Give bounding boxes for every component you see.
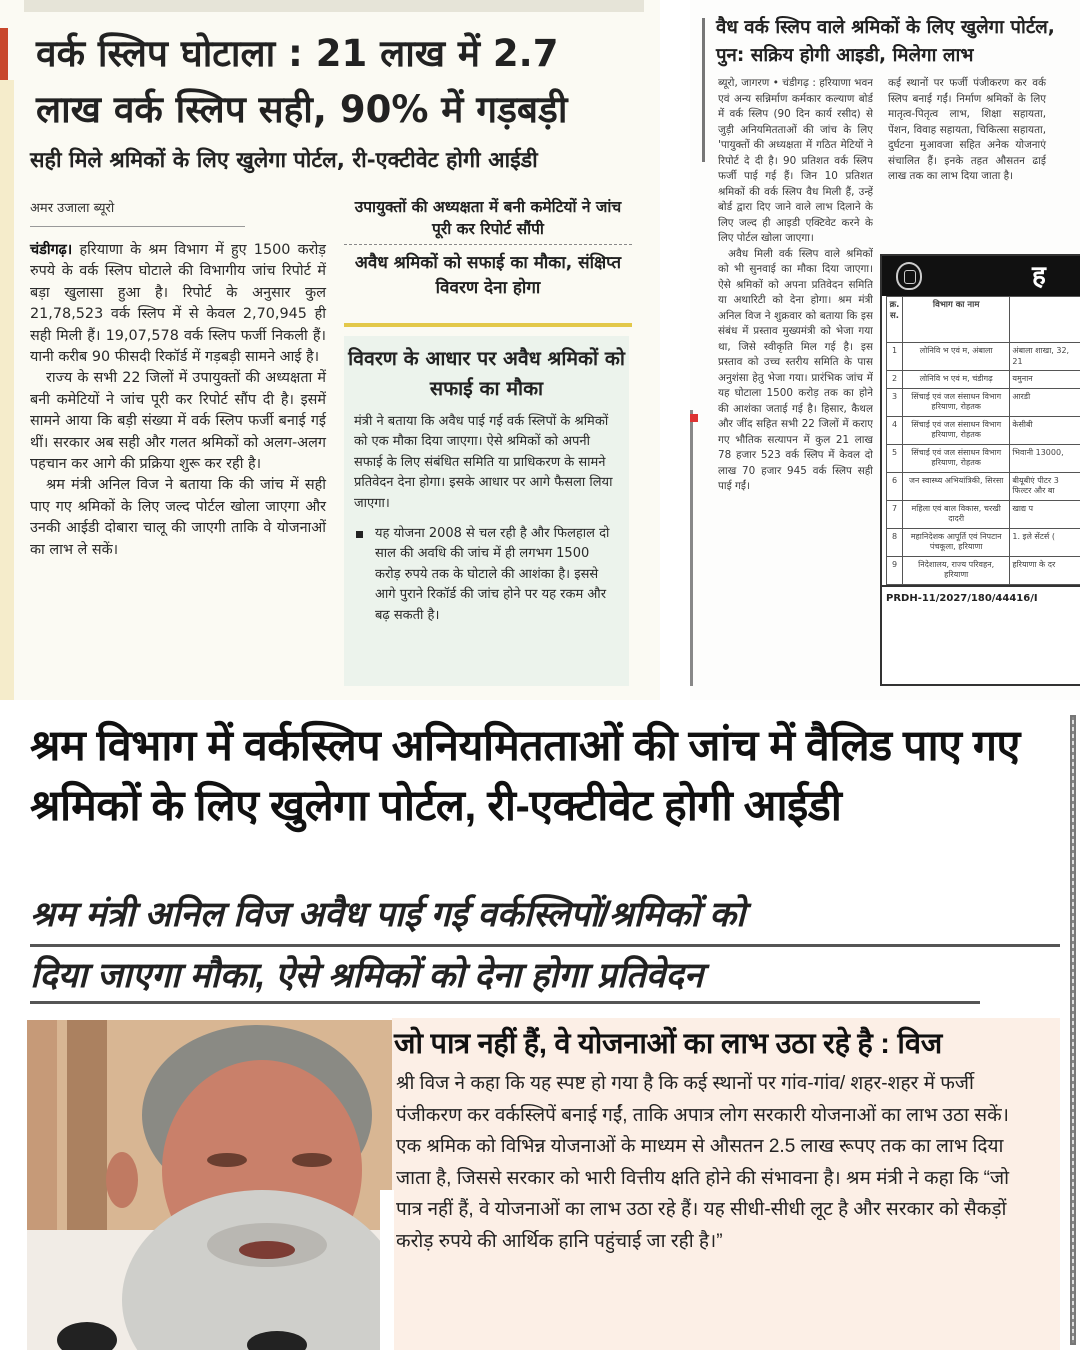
table-row: [887, 371, 1080, 389]
portrait-illustration: [27, 1020, 392, 1350]
yellow-rule: [344, 323, 632, 327]
clipping-1-subheadline: सही मिले श्रमिकों के लिए खुलेगा पोर्टल, री-एक्टीवेट होगी आईडी: [30, 148, 538, 173]
table-header-row: [887, 297, 1080, 343]
row-department: महिला एवं बाल विकास, चरखी दादरी: [902, 500, 1009, 528]
row-number: 9: [887, 556, 903, 584]
main-subheadline: [30, 890, 1060, 1004]
subheadline-line-2: दिया जाएगा मौका, ऐसे श्रमिकों को देना होगा प्रतिवेदन: [30, 947, 980, 1004]
row-details: भिवानी 13000,: [1010, 444, 1080, 472]
dashed-divider: [344, 244, 632, 245]
clipping-2-headline: वैध वर्क स्लिप वाले श्रमिकों के लिए खुलेगा पोर्टल, पुन: सक्रिय होगी आइडी, मिलेगा लाभ: [716, 17, 1055, 66]
column-rule: [702, 18, 705, 162]
main-headline-section: [0, 700, 1080, 1005]
row-department: सिंचाई एवं जल संसाधन विभाग हरियाणा, रोहतक: [902, 416, 1009, 444]
row-details: खाद्य प: [1010, 500, 1080, 528]
info-box: [344, 336, 629, 686]
row-details: केसीबी: [1010, 416, 1080, 444]
bullet-text: यह योजना 2008 से चल रही है और फिलहाल दो साल की अवधि की जांच में ही लगभग 1500 करोड़ रुपये तक के घोटाले की आशंका है। इससे आगे पुराने रिकॉर्ड की जांच होने पर यह रकम और बढ़ सकती है।: [375, 526, 610, 623]
clipping-1-headline: वर्क स्लिप घोटाला : 21 लाख में 2.7 लाख वर्क स्लिप सही, 90% में गड़बड़ी: [36, 32, 568, 131]
info-box-body: [344, 404, 629, 626]
red-margin-mark: [0, 28, 8, 80]
haryana-emblem-icon: [896, 262, 922, 290]
square-bullet-icon: [356, 531, 363, 538]
row-number: 4: [887, 416, 903, 444]
dateline: चंडीगढ़।: [30, 242, 73, 258]
clipping-amar-ujala: [0, 0, 660, 700]
row-details: आरडी: [1010, 388, 1080, 416]
side-deck-1: उपायुक्तों की अध्यक्षता में बनी कमेटियों ने जांच पूरी कर रिपोर्ट सौंपी: [354, 198, 622, 238]
yellow-margin: [0, 80, 14, 700]
clipping-2-column-b: कई स्थानों पर फर्जी पंजीकरण कर वर्क स्लिप बनाई गईं। निर्माण श्रमिकों के लिए मातृत्व-पितृत्व लाभ, शिक्षा सहायता, पेंशन, विवाह सहायता, चिकित्सा सहायता, दुर्घटना मुआवजा सहित अनेक योजनाएं संचालित हैं। इनके तहत औसतन ढाई लाख तक का लाभ दिया जाता है।: [888, 77, 1046, 182]
row-number: 1: [887, 343, 903, 371]
quote-heading: जो पात्र नहीं हैं, वे योजनाओं का लाभ उठा रहे है : विज: [394, 1028, 942, 1060]
government-advertisement: [880, 254, 1080, 686]
minister-photo: [27, 1020, 392, 1350]
side-deck-2: अवैध श्रमिकों को सफाई का मौका, संक्षिप्त विवरण देना होगा: [354, 253, 622, 298]
tender-table: [886, 296, 1080, 585]
row-number: 2: [887, 371, 903, 389]
byline: अमर उजाला ब्यूरो: [30, 198, 245, 227]
ad-title: ह: [1032, 261, 1046, 291]
adjacent-column-edge: [1070, 715, 1076, 1345]
subheadline-line-1: श्रम मंत्री अनिल विज अवैध पाई गई वर्कस्लिपों/श्रमिकों को: [30, 890, 1060, 947]
paper-edge: [380, 1190, 394, 1350]
row-department: सिंचाई एवं जल संसाधन विभाग हरियाणा, रोहतक: [902, 444, 1009, 472]
article-paragraph: श्रम मंत्री अनिल विज ने बताया कि की जांच में सही पाए गए श्रमिकों के लिए जल्द पोर्टल खोला जाएगा और उनकी आईडी दोबारा चालू की जाएगी ताकि वे योजनाओं का लाभ ले सकें।: [30, 477, 326, 558]
table-row: [887, 556, 1080, 584]
column-header-details: [1010, 297, 1080, 343]
row-number: 6: [887, 472, 903, 500]
column-rule: [690, 410, 693, 686]
row-department: महानिदेशक आपूर्ति एवं निपटान पंचकूला, हरियाणा: [902, 528, 1009, 556]
row-department: निदेशालय, राज्य परिवहन, हरियाणा: [902, 556, 1009, 584]
column-header-department: विभाग का नाम: [902, 297, 1009, 343]
table-row: [887, 388, 1080, 416]
main-headline: श्रम विभाग में वर्कस्लिप अनियमितताओं की जांच में वैलिड पाए गए श्रमिकों के लिए खुलेगा पोर्टल, री-एक्टीवेट होगी आईडी: [30, 722, 1020, 830]
table-row: [887, 500, 1080, 528]
article-body: [30, 240, 326, 561]
quote-box: [392, 1018, 1060, 1350]
row-details: 1. इले सेंटर्स (: [1010, 528, 1080, 556]
row-details: यमुनान: [1010, 371, 1080, 389]
clipping-dainik-jagran: [690, 0, 1080, 700]
clipping-2-column-a: [718, 76, 873, 686]
info-box-bullet: [354, 524, 617, 626]
row-number: 3: [887, 388, 903, 416]
red-margin-mark: [690, 414, 698, 422]
table-row: [887, 343, 1080, 371]
ad-reference-code: PRDH-11/2027/180/44416/I: [882, 585, 1080, 610]
row-number: 5: [887, 444, 903, 472]
table-row: [887, 528, 1080, 556]
article-paragraph: राज्य के सभी 22 जिलों में उपायुक्तों की अध्यक्षता में बनी कमेटियों ने जांच पूरी कर रिपोर्ट सौंप दी है। इसमें सामने आया कि बड़ी संख्या में वर्क स्लिप फर्जी बनाई गई थीं। सरकार अब सही और गलत श्रमिकों को अलग-अलग पहचान कर आगे की प्रक्रिया शुरू कर रही है।: [30, 370, 326, 473]
table-row: [887, 444, 1080, 472]
row-details: बीयूबीएं पीटर 3 फिल्टर और बा: [1010, 472, 1080, 500]
row-number: 7: [887, 500, 903, 528]
row-details: हरियाणा के दर: [1010, 556, 1080, 584]
column-header-sr: क्र. स.: [887, 297, 903, 343]
row-department: लोनिवि भ एवं म, अंबाला: [902, 343, 1009, 371]
side-decks: [344, 196, 632, 301]
row-details: अंबाला शाखा, 32, 21: [1010, 343, 1080, 371]
quote-body: श्री विज ने कहा कि यह स्पष्ट हो गया है कि कई स्थानों पर गांव-गांव/ शहर-शहर में फर्जी पंजीकरण कर वर्कस्लिपें बनाई गईं, ताकि अपात्र लोग सरकारी योजनाओं का लाभ उठा सकें। एक श्रमिक को विभिन्न योजनाओं के माध्यम से औसतन 2.5 लाख रूपए तक का लाभ दिया जाता है, जिससे सरकार को भारी वित्तीय क्षति होने की संभावना है। श्रम मंत्री ने कहा कि “जो पात्र नहीं हैं, वे योजनाओं का लाभ उठा रहे हैं। यह सीधी-सीधी लूट है और सरकार को सैकड़ों करोड़ रुपये की आर्थिक हानि पहुंचाई जा रही है।”: [396, 1073, 1009, 1252]
row-department: लोनिवि भ एवं म, चंडीगढ़: [902, 371, 1009, 389]
row-department: जन स्वास्थ्य अभियांत्रिकी, सिरसा: [902, 472, 1009, 500]
article-paragraph: [30, 240, 326, 368]
table-row: [887, 416, 1080, 444]
row-department: सिंचाई एवं जल संसाधन विभाग हरियाणा, रोहतक: [902, 388, 1009, 416]
clipping-2-column-a-continued: अवैध मिली वर्क स्लिप वाले श्रमिकों को भी सुनवाई का मौका दिया जाएगा। ऐसे श्रमिकों को अपना प्रतिवेदन समिति या अथारिटी को देना होगा। श्रम मंत्री अनिल विज ने शुक्रवार को बताया कि इस संबंध में प्रस्ताव मुख्यमंत्री को भेजा गया था, जिसे स्वीकृति मिल गई है। इस प्रस्ताव को उच्च स्तरीय समिति के पास अनुशंसा हेतु भेजा गया। प्रारंभिक जांच में यह घोटाला 1500 करोड़ तक का होने की आशंका जताई गई है। हिसार, कैथल और जींद सहित सभी 22 जिलों में कराए गए भौतिक सत्यापन में कुल 21 लाख 78 हजार 523 वर्क स्लिप में केवल दो लाख 70 हजार 945 वर्क स्लिप सही पाई गईं।: [718, 247, 873, 492]
cut-text-strip: [24, 0, 644, 12]
info-box-text: मंत्री ने बताया कि अवैध पाई गई वर्क स्लिपों के श्रमिकों को एक मौका दिया जाएगा। ऐसे श्रमिकों को अपनी सफाई के लिए संबंधित समिति या प्राधिकरण के सामने प्रतिवेदन देना होगा। इसके आधार पर आगे फैसला लिया जाएगा।: [354, 414, 613, 511]
table-row: [887, 472, 1080, 500]
info-box-heading: विवरण के आधार पर अवैध श्रमिकों को सफाई का मौका: [348, 347, 625, 400]
paragraph-text: हरियाणा के श्रम विभाग में हुए 1500 करोड़ रुपये के वर्क स्लिप घोटाले की विभागीय जांच रिपोर्ट में बड़ा खुलासा हुआ है। रिपोर्ट के अनुसार कुल 21,78,523 वर्क स्लिप में से केवल 2,70,945 ही सही मिली हैं। 19,07,578 वर्क स्लिप फर्जी निकली हैं। यानी करीब 90 फीसदी रिकॉर्ड में गड़बड़ी सामने आई है।: [30, 242, 326, 366]
row-number: 8: [887, 528, 903, 556]
ad-header-bar: [882, 256, 1080, 296]
article-paragraph: ब्यूरो, जागरण • चंडीगढ़ : हरियाणा भवन एवं अन्य सन्निर्माण कर्मकार कल्याण बोर्ड में वर्क स्लिप (90 दिन कार्य रसीद) से जुड़ी अनियमितताओं की जांच के लिए 'पायुक्तों की अध्यक्षता में गठित मेटियों ने रिपोर्ट दे दी है। 90 प्रतिशत वर्क स्लिप फर्जी पाई गई हैं। जिन 10 प्रतिशत श्रमिकों की वर्क स्लिप वैध मिली हैं, उन्हें बोर्ड द्वारा दिए जाने वाले लाभ दिलाने के लिए जल्द ही आइडी एक्टिवेट करने के लिए पोर्टल खोला जाएगा।: [718, 77, 873, 244]
